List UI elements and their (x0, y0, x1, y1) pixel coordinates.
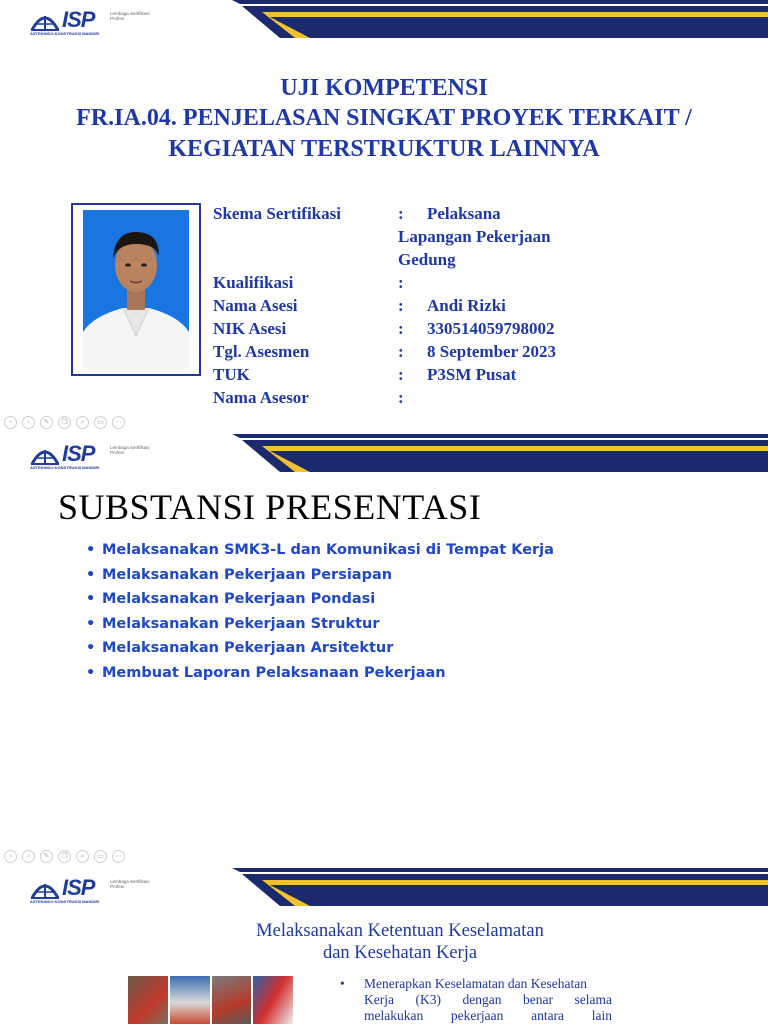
info-label: Kualifikasi (213, 273, 294, 292)
more-icon[interactable]: ⋯ (112, 850, 125, 863)
k3-description (340, 976, 612, 1024)
isp-logo (30, 875, 150, 908)
info-value: 8 September 2023 (427, 342, 557, 361)
info-colon: : (398, 319, 404, 338)
forward-icon[interactable]: › (22, 416, 35, 429)
logo-mark: ISP (62, 7, 95, 32)
collage-image (253, 976, 293, 1024)
info-value: 330514059798002 (427, 319, 555, 338)
list-item: • Melaksanakan Pekerjaan Persiapan (86, 563, 554, 588)
collage-image (212, 976, 252, 1024)
viewer-toolbar-2 (4, 850, 125, 864)
info-value: Gedung (398, 250, 456, 269)
slide-3-title (200, 920, 600, 964)
info-label: TUK (213, 365, 250, 384)
info-label: Nama Asesi (213, 296, 298, 315)
slide-2 (0, 434, 768, 846)
bullet-dot: • (340, 976, 345, 991)
list-item: • Melaksanakan Pekerjaan Struktur (86, 612, 554, 637)
isp-logo (30, 7, 150, 40)
info-label: Skema Sertifikasi (213, 204, 341, 223)
pen-icon[interactable]: ✎ (40, 850, 53, 863)
window-icon[interactable]: ▭ (94, 416, 107, 429)
logo-org-name: ASTEKINDO KONSTRUKSI MANDIRI (30, 899, 100, 904)
zoom-icon[interactable]: ⌕ (76, 416, 89, 429)
collage-image (128, 976, 168, 1024)
slide-3 (0, 868, 768, 1024)
info-colon: : (398, 296, 404, 315)
logo-subtitle: Lembaga Sertifikasi Profesi (110, 445, 150, 455)
info-colon: : (398, 204, 404, 223)
list-item: • Melaksanakan SMK3-L dan Komunikasi di Tempat Kerja (86, 538, 554, 563)
slide-separator-2 (0, 846, 768, 868)
info-label: Tgl. Asesmen (213, 342, 310, 361)
logo-subtitle: Lembaga Sertifikasi Profesi (110, 11, 150, 21)
slide-title-line-3: KEGIATAN TERSTRUKTUR LAINNYA (168, 136, 600, 162)
pen-icon[interactable]: ✎ (40, 416, 53, 429)
back-icon[interactable]: ‹ (4, 416, 17, 429)
zoom-icon[interactable]: ⌕ (76, 850, 89, 863)
collage-image (170, 976, 210, 1024)
window-icon[interactable]: ▭ (94, 850, 107, 863)
k3-line-1: Menerapkan Keselamatan dan Kesehatan (364, 976, 588, 991)
logo-mark: ISP (62, 441, 95, 466)
topic-list (86, 538, 554, 686)
candidate-photo-frame (71, 203, 201, 376)
logo-mark: ISP (62, 875, 95, 900)
slide-title-line-2: FR.IA.04. PENJELASAN SINGKAT PROYEK TERKAIT / (76, 105, 692, 131)
slide-separator-1 (0, 412, 768, 434)
info-value: P3SM Pusat (427, 365, 517, 384)
k3-photo-collage (128, 976, 293, 1024)
section-heading: SUBSTANSI PRESENTASI (58, 487, 482, 527)
back-icon[interactable]: ‹ (4, 850, 17, 863)
copy-icon[interactable]: ❐ (58, 416, 71, 429)
info-value: Andi Rizki (427, 296, 506, 315)
k3-line-2: Kerja (K3) dengan benar selama (364, 992, 612, 1007)
slide-3-title-line-2: dan Kesehatan Kerja (322, 943, 478, 963)
info-value: Lapangan Pekerjaan (398, 227, 551, 246)
copy-icon[interactable]: ❐ (58, 850, 71, 863)
logo-subtitle: Lembaga Sertifikasi Profesi (110, 879, 150, 889)
info-label: NIK Asesi (213, 319, 287, 338)
more-icon[interactable]: ⋯ (112, 416, 125, 429)
info-value: Pelaksana (427, 204, 501, 223)
info-colon: : (398, 273, 404, 292)
list-item: • Melaksanakan Pekerjaan Pondasi (86, 587, 554, 612)
info-label: Nama Asesor (213, 388, 309, 407)
slide-3-title-line-1: Melaksanakan Ketentuan Keselamatan (256, 921, 544, 941)
candidate-photo (83, 210, 189, 369)
forward-icon[interactable]: › (22, 850, 35, 863)
arch-icon (30, 444, 60, 466)
arch-icon (30, 878, 60, 900)
viewer-toolbar-1 (4, 416, 125, 430)
info-colon: : (398, 365, 404, 384)
list-item: • Melaksanakan Pekerjaan Arsitektur (86, 636, 554, 661)
info-colon: : (398, 388, 404, 407)
info-colon: : (398, 342, 404, 361)
list-item: • Membuat Laporan Pelaksanaan Pekerjaan (86, 661, 554, 686)
arch-icon (30, 10, 60, 32)
slide-1 (0, 0, 768, 412)
logo-org-name: ASTEKINDO KONSTRUKSI MANDIRI (30, 465, 100, 470)
slide-title-line-1: UJI KOMPETENSI (280, 75, 488, 101)
logo-org-name: ASTEKINDO KONSTRUKSI MANDIRI (30, 31, 100, 36)
k3-line-3: melakukan pekerjaan antara lain (364, 1008, 612, 1023)
isp-logo (30, 441, 150, 474)
